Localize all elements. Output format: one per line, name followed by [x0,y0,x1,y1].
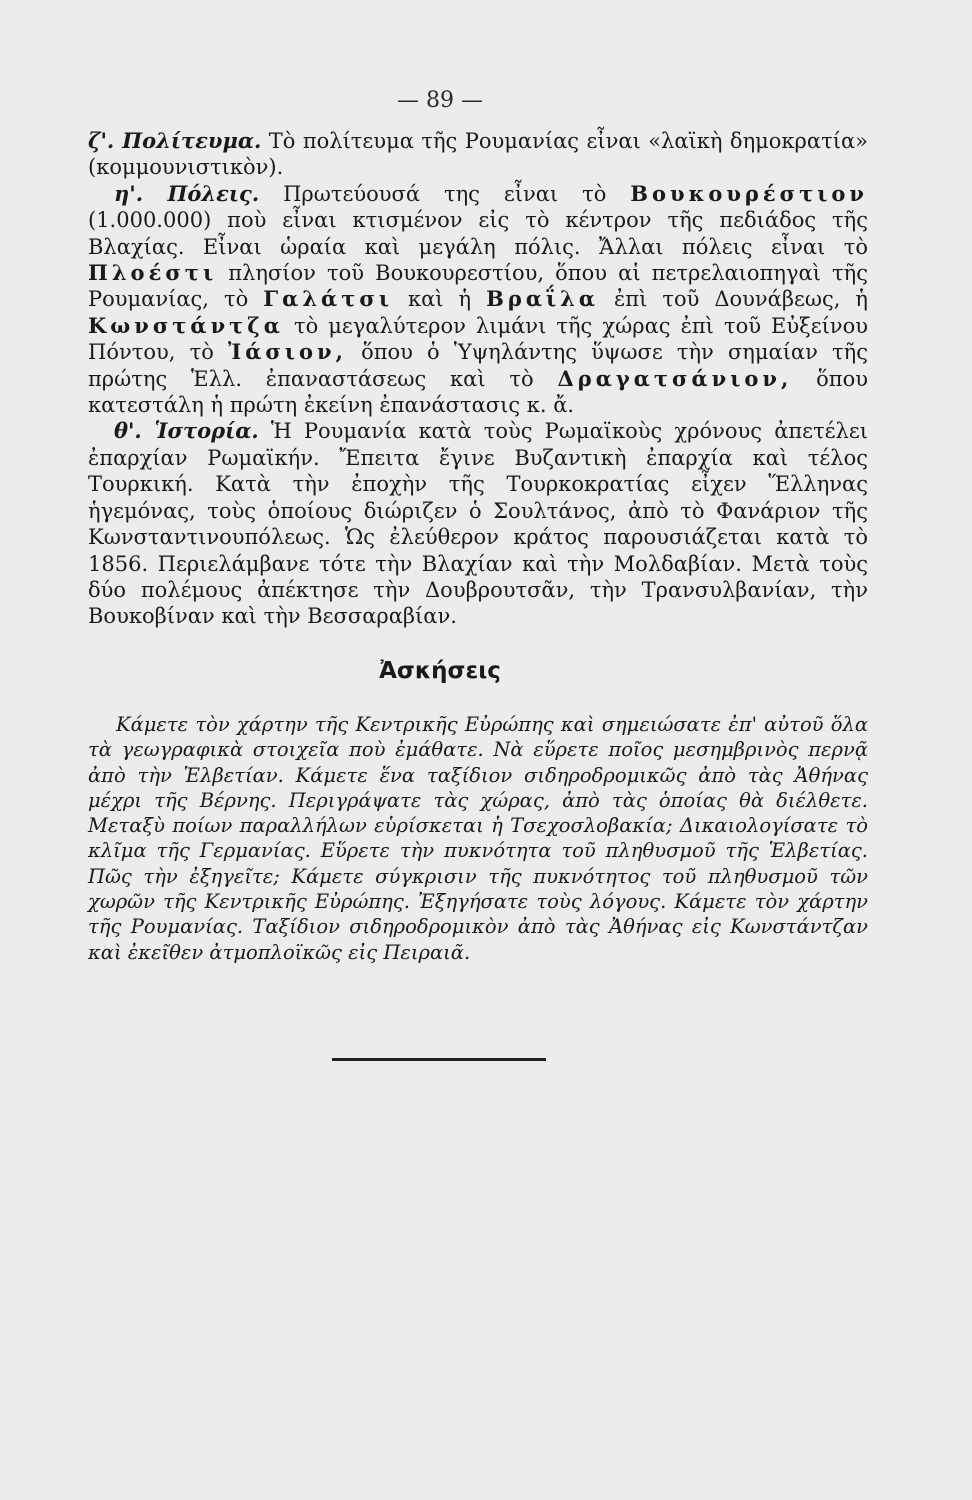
politeuma-text: Τὸ πολίτευμα τῆς Ρουμανίας εἶναι «λαϊκὴ δημοκρατία» (κομμουνιστικὸν). [88,129,868,180]
end-rule [332,1058,546,1061]
poleis-text-6: τὸ μεγαλύτερον λιμάνι τῆς χώρας ἐπὶ τοῦ Εὐξείνου Πόντου, τὸ [88,313,868,365]
exercises-text: Κάμετε τὸν χάρτην τῆς Κεντρικῆς Εὐρώπης καὶ σημειώσατε ἐπ' αὐτοῦ ὅλα τὰ γεωγραφικὰ στοιχεῖα ποὺ ἐμάθατε. Νὰ εὕρετε ποῖος μεσημβρινὸς περνᾷ ἀπὸ τὴν Ἑλβετίαν. Κάμετε ἕνα ταξίδιον σιδηροδρομικῶς ἀπὸ τὰς Ἀθήνας μέχρι τῆς Βέρνης. Περιγράψατε τὰς χώρας, ἀπὸ τὰς ὁποίας θὰ διέλθετε. Μεταξὺ ποίων παραλλήλων εὑρίσκεται ἡ Τσεχοσλοβακία; Δικαιολογίσατε τὸ κλῖμα τῆς Γερμανίας. Εὕρετε τὴν πυκνότητα τοῦ πληθυσμοῦ τῆς Ἑλβετίας. Πῶς τὴν ἐξηγεῖτε; Κάμετε σύγκρισιν τῆς πυκνότητος τοῦ πληθυσμοῦ τῶν χωρῶν τῆς Κεντρικῆς Εὐρώπης. Ἐξηγήσατε τοὺς λόγους. Κάμετε τὸν χάρτην τῆς Ρουμανίας. Ταξίδιον σιδηροδρομικὸν ἀπὸ τὰς Ἀθήνας εἰς Κωνστάντζαν καὶ ἐκεῖθεν ἀτμοπλοϊκῶς εἰς Πειραιᾶ. [88,713,868,964]
poleis-text-5: ἐπὶ τοῦ Δουνάβεως, ἡ [614,287,869,312]
city-iasion: Ἰάσιον, [228,339,347,365]
section-label-istoria: θ'. Ἱστορία. [114,418,259,444]
section-istoria [88,418,868,629]
poleis-text-7: ὅπου ὁ Ὑψηλάντης ὕψωσε τὴν σημαίαν τῆς πρώτης Ἑλλ. ἐπαναστάσεως καὶ τὸ [88,340,868,391]
section-poleis [88,181,868,419]
section-label-politeuma: ζ'. Πολίτευμα. [88,128,262,153]
poleis-text-1: Πρωτεύουσά της εἶναι τὸ [283,181,607,206]
istoria-text: Ἡ Ρουμανία κατὰ τοὺς Ρωμαϊκοὺς χρόνους ἀπετέλει ἐπαρχίαν Ρωμαϊκήν. Ἔπειτα ἔγινε Βυζαντικὴ ἐπαρχία καὶ τέλος Τουρκική. Κατὰ τὴν ἐποχὴν τῆς Τουρκοκρατίας εἶχεν Ἕλληνας ἡγεμόνας, τοὺς ὁποίους διώριζεν ὁ Σουλτάνος, ἀπὸ τὸ Φανάριον τῆς Κωνσταντινουπόλεως. Ὡς ἐλεύθερον κράτος παρουσιάζεται κατὰ τὸ 1856. Περιελάμβανε τότε τὴν Βλαχίαν καὶ τὴν Μολδαβίαν. Μετὰ τοὺς δύο πολέμους ἀπέκτησε τὴν Δουβρουτσᾶν, τὴν Τρανσυλβανίαν, τὴν Βουκοβίναν καὶ τὴν Βεσσαραβίαν. [88,419,868,629]
city-dragatsanion: Δραγατσάνιον, [557,365,793,391]
poleis-text-3: πλησίον τοῦ Βουκουρεστίου, ὅπου αἱ πετρελαιοπηγαὶ τῆς Ρουμανίας, τὸ [88,261,868,312]
city-braila: Βραΐλα [486,286,600,312]
body-text [88,128,868,630]
city-konstantza: Κωνστάντζα [88,312,284,338]
exercises-heading: Ἀσκήσεις [379,658,501,684]
city-ploesti: Πλοέστι [88,260,218,286]
poleis-text-2: (1.000.000) ποὺ εἶναι κτισμένον εἰς τὸ κέντρον τῆς πεδιάδος τῆς Βλαχίας. Εἶναι ὡραία καὶ μεγάλη πόλις. Ἄλλαι πόλεις εἶναι τὸ [88,208,868,259]
city-capital: Βουκουρέστιον [630,180,868,206]
city-galatsi: Γαλάτσι [263,286,393,312]
section-politeuma [88,128,868,181]
page-number: — 89 — [397,88,483,113]
poleis-text-4: καὶ ἡ [407,287,472,312]
poleis-text-8: ὅπου κατεστάλη ἡ πρώτη ἐκείνη ἐπανάστασις κ. ἄ. [88,366,868,418]
section-label-poleis: η'. Πόλεις. [114,180,260,206]
